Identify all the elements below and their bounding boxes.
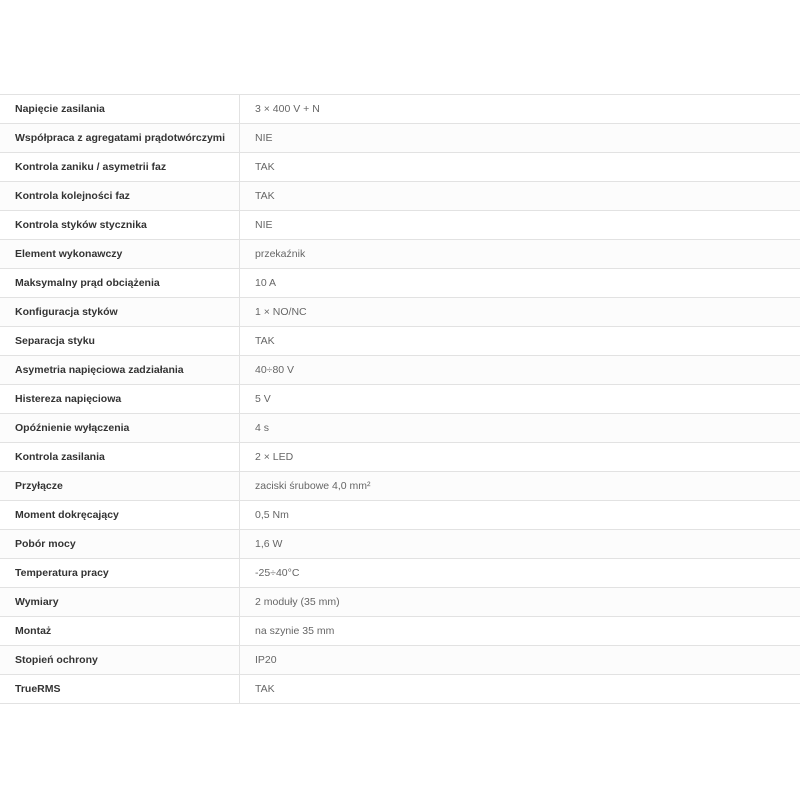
spec-label: Asymetria napięciowa zadziałania	[0, 356, 240, 385]
spec-label: Kontrola zasilania	[0, 443, 240, 472]
spec-value: przekaźnik	[240, 240, 800, 269]
table-row	[0, 675, 800, 704]
spec-value: 2 moduły (35 mm)	[240, 588, 800, 617]
spec-label: Kontrola kolejności faz	[0, 182, 240, 211]
spec-label: Pobór mocy	[0, 530, 240, 559]
table-row	[0, 327, 800, 356]
table-row	[0, 95, 800, 124]
spec-label: Maksymalny prąd obciążenia	[0, 269, 240, 298]
table-row	[0, 356, 800, 385]
table-row	[0, 240, 800, 269]
spec-value: zaciski śrubowe 4,0 mm²	[240, 472, 800, 501]
spec-value: IP20	[240, 646, 800, 675]
spec-label: Histereza napięciowa	[0, 385, 240, 414]
spec-value: TAK	[240, 327, 800, 356]
spec-table-body	[0, 95, 800, 704]
spec-label: Przyłącze	[0, 472, 240, 501]
table-row	[0, 443, 800, 472]
spec-value: 0,5 Nm	[240, 501, 800, 530]
spec-label: Temperatura pracy	[0, 559, 240, 588]
spec-label: Opóźnienie wyłączenia	[0, 414, 240, 443]
spec-label: Wymiary	[0, 588, 240, 617]
table-row	[0, 124, 800, 153]
spec-value: 2 × LED	[240, 443, 800, 472]
table-row	[0, 153, 800, 182]
spec-label: Moment dokręcający	[0, 501, 240, 530]
spec-label: Współpraca z agregatami prądotwórczymi	[0, 124, 240, 153]
spec-table	[0, 94, 800, 704]
spec-value: TAK	[240, 675, 800, 704]
table-row	[0, 269, 800, 298]
table-row	[0, 588, 800, 617]
spec-value: 4 s	[240, 414, 800, 443]
table-row	[0, 182, 800, 211]
spec-value: TAK	[240, 153, 800, 182]
spec-label: Konfiguracja styków	[0, 298, 240, 327]
table-row	[0, 501, 800, 530]
table-row	[0, 414, 800, 443]
table-row	[0, 211, 800, 240]
spec-label: Kontrola styków stycznika	[0, 211, 240, 240]
table-row	[0, 385, 800, 414]
spec-label: TrueRMS	[0, 675, 240, 704]
spec-value: NIE	[240, 124, 800, 153]
spec-label: Kontrola zaniku / asymetrii faz	[0, 153, 240, 182]
table-row	[0, 298, 800, 327]
table-row	[0, 472, 800, 501]
table-row	[0, 530, 800, 559]
spec-value: 1,6 W	[240, 530, 800, 559]
table-row	[0, 559, 800, 588]
spec-label: Montaż	[0, 617, 240, 646]
spec-label: Napięcie zasilania	[0, 95, 240, 124]
spec-value: -25÷40°C	[240, 559, 800, 588]
spec-label: Element wykonawczy	[0, 240, 240, 269]
spec-value: 10 A	[240, 269, 800, 298]
spec-value: 1 × NO/NC	[240, 298, 800, 327]
table-row	[0, 646, 800, 675]
spec-value: TAK	[240, 182, 800, 211]
spec-value: 40÷80 V	[240, 356, 800, 385]
spec-value: 3 × 400 V + N	[240, 95, 800, 124]
spec-label: Separacja styku	[0, 327, 240, 356]
spec-value: na szynie 35 mm	[240, 617, 800, 646]
spec-value: 5 V	[240, 385, 800, 414]
spec-value: NIE	[240, 211, 800, 240]
spec-label: Stopień ochrony	[0, 646, 240, 675]
table-row	[0, 617, 800, 646]
